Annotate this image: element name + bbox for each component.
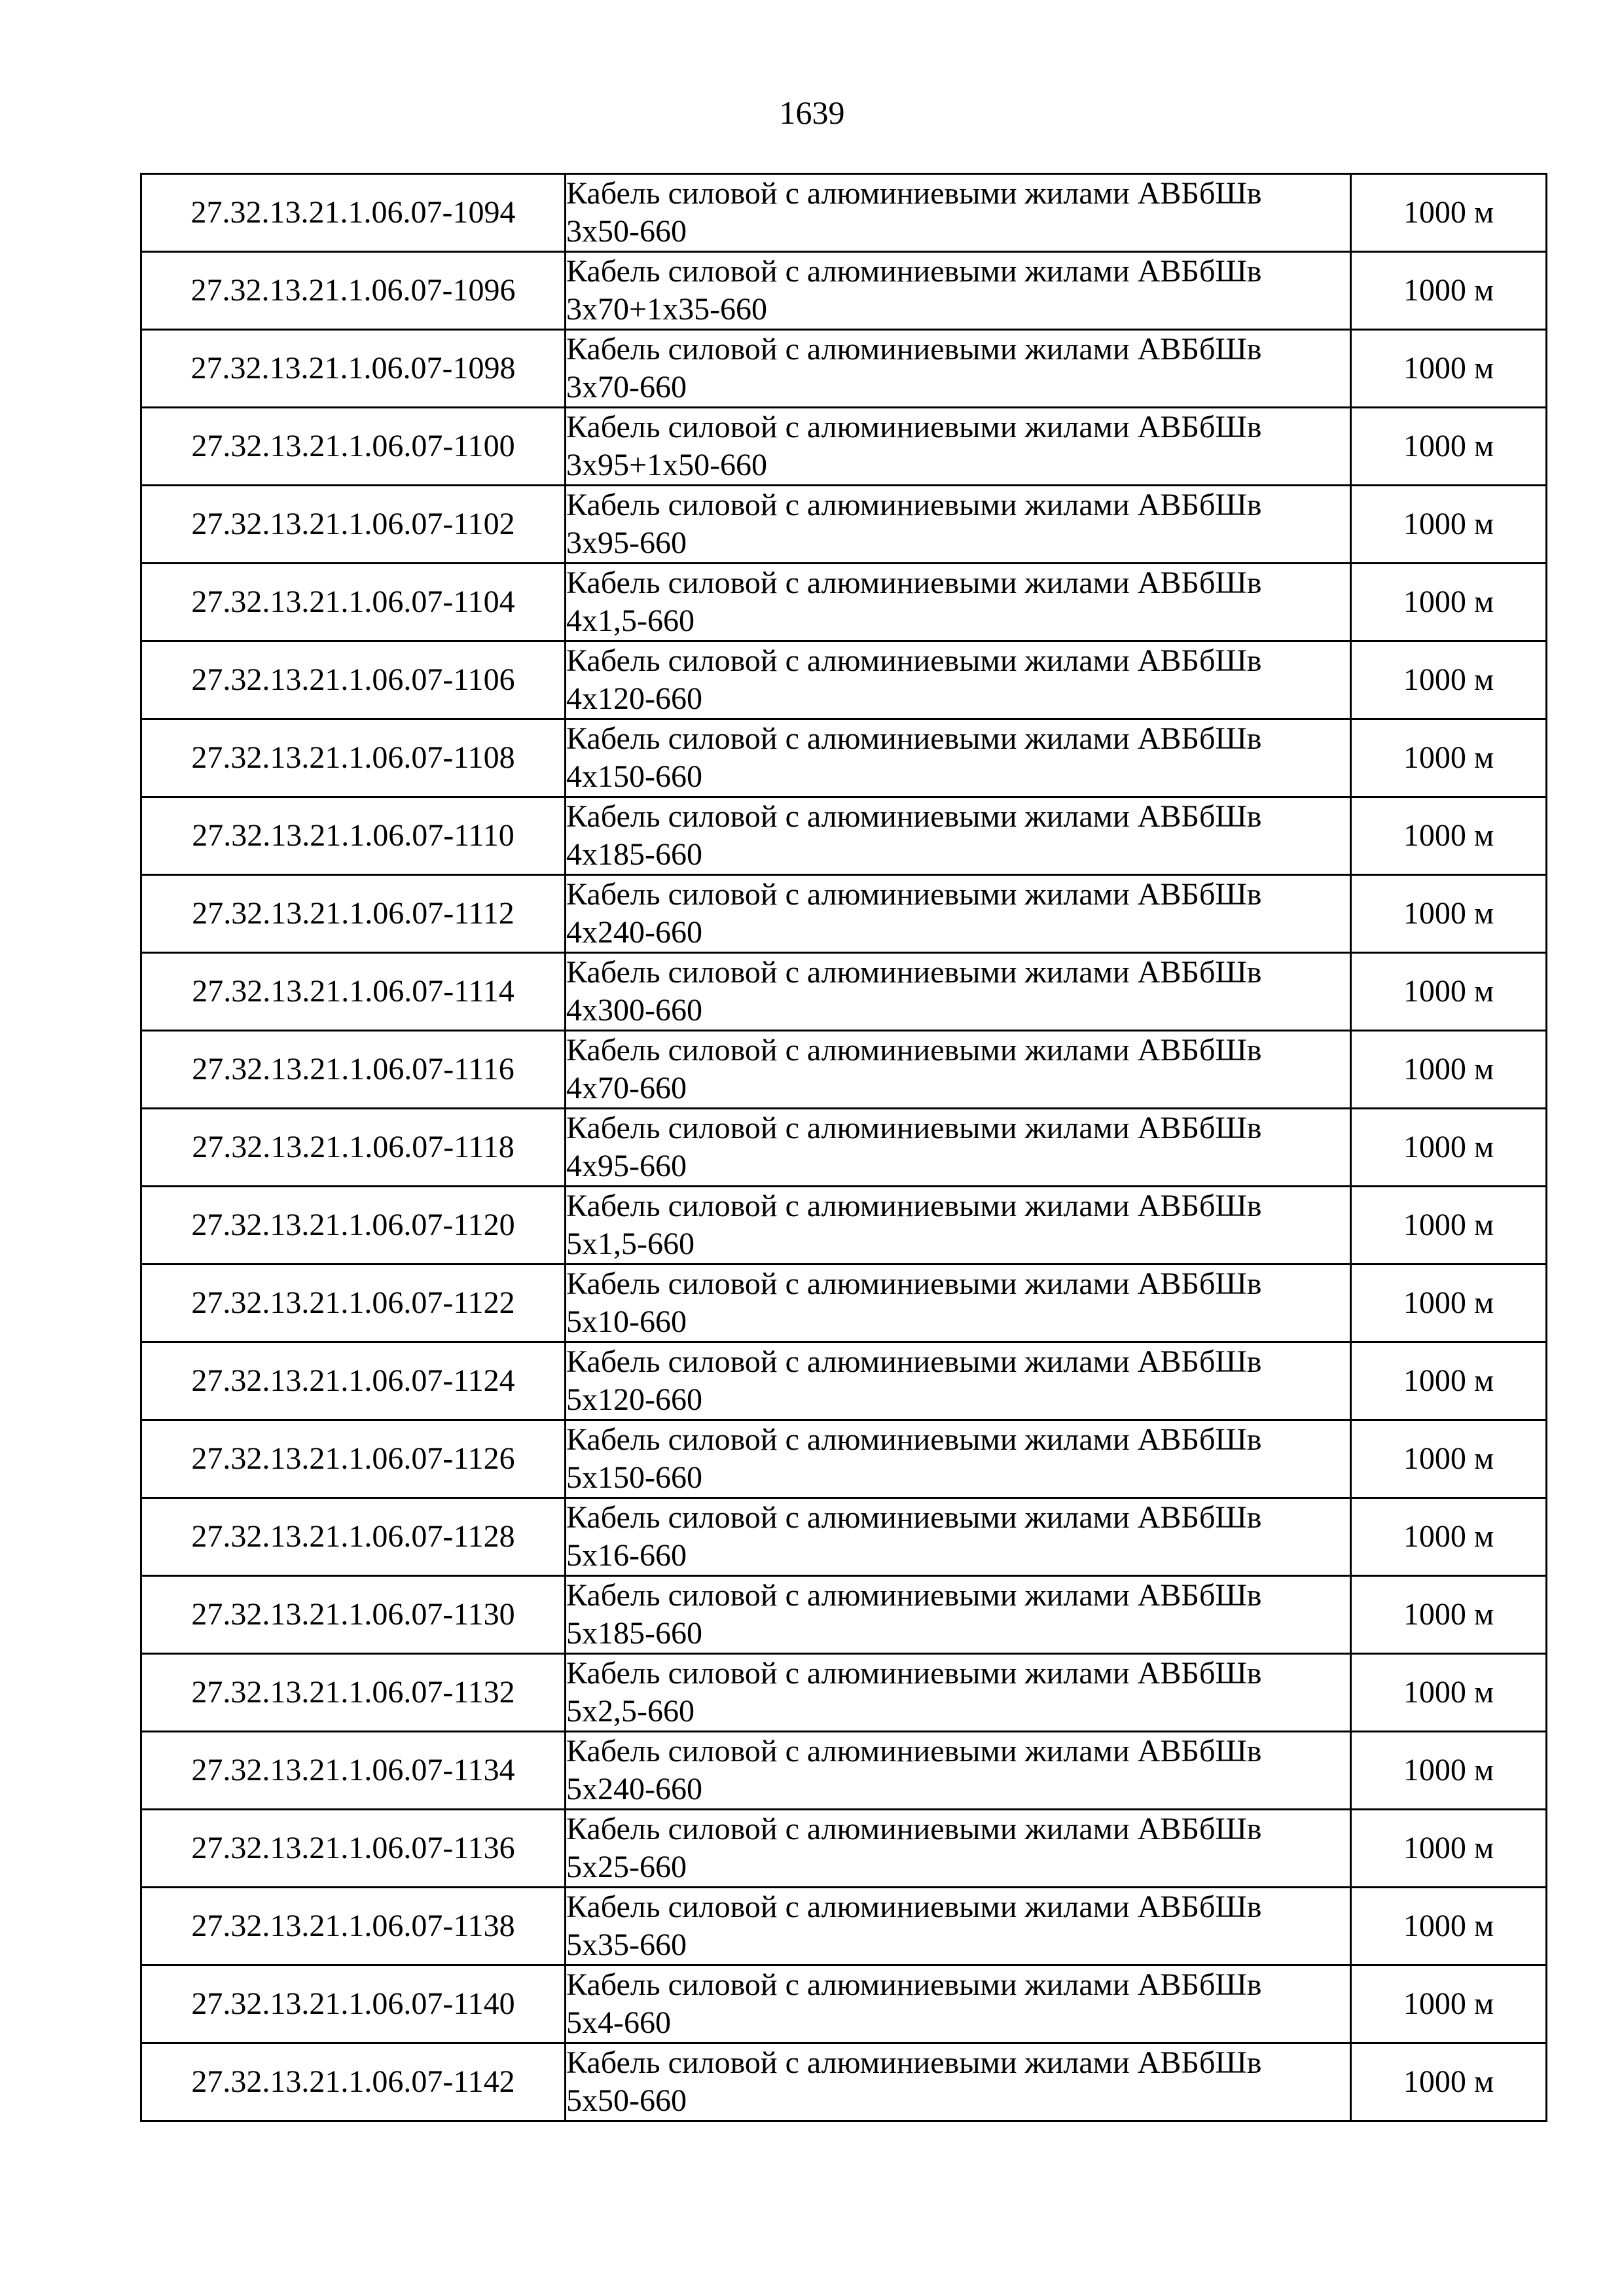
item-unit: 1000 м	[1351, 2043, 1547, 2121]
description-spec: 4х300-660	[566, 993, 702, 1028]
item-unit: 1000 м	[1351, 174, 1547, 252]
description-line: Кабель силовой с алюминиевыми жилами АВБбШв	[566, 1967, 1262, 2002]
description-spec: 3х50-660	[566, 214, 687, 249]
item-description	[566, 408, 1351, 486]
item-code: 27.32.13.21.1.06.07-1142	[141, 2043, 566, 2121]
item-description	[566, 564, 1351, 641]
item-code: 27.32.13.21.1.06.07-1102	[141, 486, 566, 564]
item-description	[566, 1265, 1351, 1342]
item-code: 27.32.13.21.1.06.07-1108	[141, 719, 566, 797]
description-spec: 4х150-660	[566, 759, 702, 794]
item-unit: 1000 м	[1351, 1420, 1547, 1498]
item-code: 27.32.13.21.1.06.07-1098	[141, 330, 566, 408]
description-line: Кабель силовой с алюминиевыми жилами АВБбШв	[566, 1656, 1262, 1691]
item-code: 27.32.13.21.1.06.07-1096	[141, 252, 566, 330]
description-spec: 5х150-660	[566, 1460, 702, 1495]
table-row	[141, 953, 1547, 1031]
item-unit: 1000 м	[1351, 1654, 1547, 1732]
description-line: Кабель силовой с алюминиевыми жилами АВБбШв	[566, 1111, 1262, 1145]
description-spec: 5х50-660	[566, 2083, 687, 2118]
item-description	[566, 2043, 1351, 2121]
description-spec: 5х10-660	[566, 1304, 687, 1339]
description-spec: 3х95-660	[566, 526, 687, 560]
table-row	[141, 1888, 1547, 1965]
table-row	[141, 1420, 1547, 1498]
table-row	[141, 564, 1547, 641]
description-spec: 5х2,5-660	[566, 1694, 695, 1729]
cable-table	[140, 173, 1547, 2122]
description-line: Кабель силовой с алюминиевыми жилами АВБбШв	[566, 2045, 1262, 2080]
table-row	[141, 1265, 1547, 1342]
description-line: Кабель силовой с алюминиевыми жилами АВБбШв	[566, 176, 1262, 211]
item-description	[566, 330, 1351, 408]
item-description	[566, 797, 1351, 875]
item-description	[566, 1498, 1351, 1576]
table-row	[141, 1965, 1547, 2043]
table-row	[141, 252, 1547, 330]
table-row	[141, 1031, 1547, 1109]
description-spec: 5х185-660	[566, 1616, 702, 1651]
item-code: 27.32.13.21.1.06.07-1100	[141, 408, 566, 486]
item-code: 27.32.13.21.1.06.07-1138	[141, 1888, 566, 1965]
table-row	[141, 1342, 1547, 1420]
description-line: Кабель силовой с алюминиевыми жилами АВБбШв	[566, 410, 1262, 444]
item-unit: 1000 м	[1351, 1342, 1547, 1420]
table-row	[141, 1576, 1547, 1654]
table-row	[141, 1187, 1547, 1265]
item-code: 27.32.13.21.1.06.07-1114	[141, 953, 566, 1031]
item-unit: 1000 м	[1351, 1031, 1547, 1109]
item-unit: 1000 м	[1351, 875, 1547, 953]
item-unit: 1000 м	[1351, 1576, 1547, 1654]
item-code: 27.32.13.21.1.06.07-1112	[141, 875, 566, 953]
item-unit: 1000 м	[1351, 1498, 1547, 1576]
item-unit: 1000 м	[1351, 719, 1547, 797]
item-code: 27.32.13.21.1.06.07-1120	[141, 1187, 566, 1265]
description-spec: 4х1,5-660	[566, 603, 695, 638]
description-spec: 3х95+1х50-660	[566, 448, 768, 482]
description-spec: 5х35-660	[566, 1928, 687, 1962]
description-line: Кабель силовой с алюминиевыми жилами АВБбШв	[566, 1578, 1262, 1613]
item-description	[566, 719, 1351, 797]
item-description	[566, 641, 1351, 719]
description-line: Кабель силовой с алюминиевыми жилами АВБбШв	[566, 1266, 1262, 1301]
description-line: Кабель силовой с алюминиевыми жилами АВБбШв	[566, 1500, 1262, 1535]
item-code: 27.32.13.21.1.06.07-1128	[141, 1498, 566, 1576]
item-description	[566, 1654, 1351, 1732]
description-line: Кабель силовой с алюминиевыми жилами АВБбШв	[566, 877, 1262, 912]
description-spec: 4х70-660	[566, 1071, 687, 1105]
description-spec: 3х70-660	[566, 370, 687, 404]
item-unit: 1000 м	[1351, 953, 1547, 1031]
item-unit: 1000 м	[1351, 252, 1547, 330]
item-unit: 1000 м	[1351, 564, 1547, 641]
item-code: 27.32.13.21.1.06.07-1118	[141, 1109, 566, 1187]
description-spec: 5х25-660	[566, 1850, 687, 1884]
item-description	[566, 875, 1351, 953]
table-row	[141, 2043, 1547, 2121]
description-spec: 5х120-660	[566, 1382, 702, 1417]
description-spec: 5х240-660	[566, 1772, 702, 1806]
item-description	[566, 1732, 1351, 1810]
table-row	[141, 1654, 1547, 1732]
table-row	[141, 1109, 1547, 1187]
table-body	[141, 174, 1547, 2121]
page-number: 1639	[779, 94, 845, 131]
description-spec: 4х120-660	[566, 681, 702, 716]
item-description	[566, 252, 1351, 330]
item-description	[566, 1187, 1351, 1265]
item-unit: 1000 м	[1351, 1265, 1547, 1342]
description-spec: 3х70+1х35-660	[566, 292, 768, 327]
item-code: 27.32.13.21.1.06.07-1130	[141, 1576, 566, 1654]
item-unit: 1000 м	[1351, 330, 1547, 408]
description-line: Кабель силовой с алюминиевыми жилами АВБбШв	[566, 1890, 1262, 1924]
description-line: Кабель силовой с алюминиевыми жилами АВБбШв	[566, 1734, 1262, 1768]
table-row	[141, 641, 1547, 719]
table-row	[141, 330, 1547, 408]
description-line: Кабель силовой с алюминиевыми жилами АВБбШв	[566, 955, 1262, 990]
description-spec: 4х185-660	[566, 837, 702, 872]
item-description	[566, 1420, 1351, 1498]
item-code: 27.32.13.21.1.06.07-1140	[141, 1965, 566, 2043]
description-line: Кабель силовой с алюминиевыми жилами АВБбШв	[566, 1422, 1262, 1457]
item-description	[566, 1342, 1351, 1420]
description-line: Кабель силовой с алюминиевыми жилами АВБбШв	[566, 1033, 1262, 1067]
item-code: 27.32.13.21.1.06.07-1124	[141, 1342, 566, 1420]
description-line: Кабель силовой с алюминиевыми жилами АВБбШв	[566, 799, 1262, 834]
description-spec: 5х1,5-660	[566, 1227, 695, 1261]
table-row	[141, 875, 1547, 953]
description-line: Кабель силовой с алюминиевыми жилами АВБбШв	[566, 1189, 1262, 1223]
item-code: 27.32.13.21.1.06.07-1136	[141, 1810, 566, 1888]
table-row	[141, 719, 1547, 797]
item-code: 27.32.13.21.1.06.07-1104	[141, 564, 566, 641]
item-description	[566, 1109, 1351, 1187]
item-code: 27.32.13.21.1.06.07-1126	[141, 1420, 566, 1498]
item-unit: 1000 м	[1351, 1109, 1547, 1187]
item-code: 27.32.13.21.1.06.07-1106	[141, 641, 566, 719]
item-code: 27.32.13.21.1.06.07-1110	[141, 797, 566, 875]
description-line: Кабель силовой с алюминиевыми жилами АВБбШв	[566, 1344, 1262, 1379]
item-description	[566, 953, 1351, 1031]
item-description	[566, 1810, 1351, 1888]
description-line: Кабель силовой с алюминиевыми жилами АВБбШв	[566, 488, 1262, 522]
item-description	[566, 486, 1351, 564]
item-code: 27.32.13.21.1.06.07-1122	[141, 1265, 566, 1342]
table-row	[141, 1732, 1547, 1810]
description-line: Кабель силовой с алюминиевыми жилами АВБбШв	[566, 254, 1262, 289]
item-unit: 1000 м	[1351, 1888, 1547, 1965]
description-line: Кабель силовой с алюминиевыми жилами АВБбШв	[566, 565, 1262, 600]
table-row	[141, 797, 1547, 875]
table-row	[141, 408, 1547, 486]
item-unit: 1000 м	[1351, 1187, 1547, 1265]
item-code: 27.32.13.21.1.06.07-1134	[141, 1732, 566, 1810]
item-unit: 1000 м	[1351, 797, 1547, 875]
item-code: 27.32.13.21.1.06.07-1116	[141, 1031, 566, 1109]
item-code: 27.32.13.21.1.06.07-1132	[141, 1654, 566, 1732]
description-line: Кабель силовой с алюминиевыми жилами АВБбШв	[566, 721, 1262, 756]
item-unit: 1000 м	[1351, 486, 1547, 564]
description-spec: 5х16-660	[566, 1538, 687, 1573]
description-line: Кабель силовой с алюминиевыми жилами АВБбШв	[566, 332, 1262, 367]
description-spec: 4х240-660	[566, 915, 702, 950]
item-description	[566, 174, 1351, 252]
item-unit: 1000 м	[1351, 408, 1547, 486]
description-line: Кабель силовой с алюминиевыми жилами АВБбШв	[566, 1812, 1262, 1846]
description-line: Кабель силовой с алюминиевыми жилами АВБбШв	[566, 643, 1262, 678]
item-unit: 1000 м	[1351, 1810, 1547, 1888]
item-unit: 1000 м	[1351, 641, 1547, 719]
table-row	[141, 1498, 1547, 1576]
item-description	[566, 1888, 1351, 1965]
table-row	[141, 174, 1547, 252]
table-row	[141, 486, 1547, 564]
table-row	[141, 1810, 1547, 1888]
item-description	[566, 1965, 1351, 2043]
description-spec: 4х95-660	[566, 1149, 687, 1183]
item-code: 27.32.13.21.1.06.07-1094	[141, 174, 566, 252]
item-unit: 1000 м	[1351, 1732, 1547, 1810]
item-description	[566, 1576, 1351, 1654]
description-spec: 5х4-660	[566, 2005, 671, 2040]
item-unit: 1000 м	[1351, 1965, 1547, 2043]
item-description	[566, 1031, 1351, 1109]
